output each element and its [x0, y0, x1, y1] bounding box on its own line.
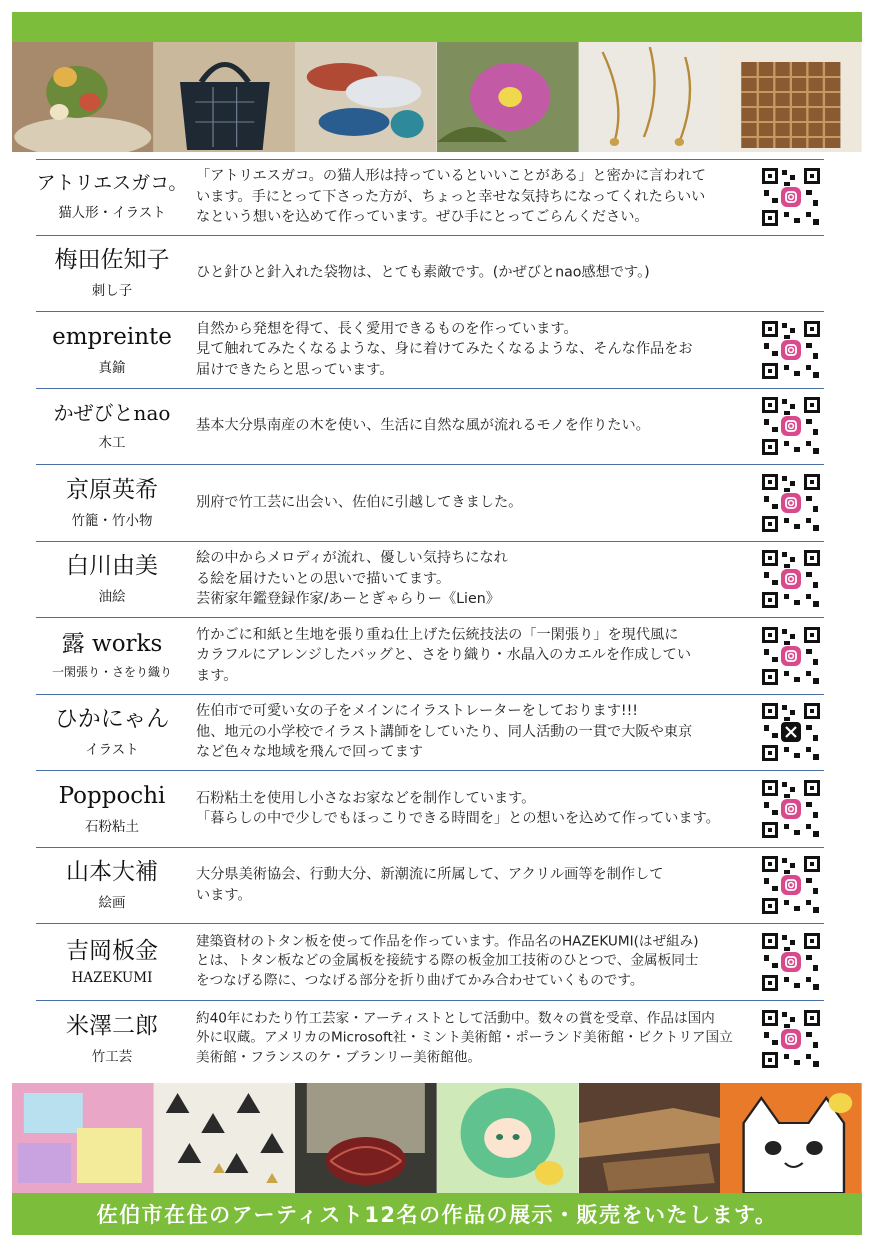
artist-description: 竹かごに和紙と生地を張り重ね仕上げた伝統技法の「一閑張り」を現代風に カラフルにアレンジしたバッグと、さをり織り・水晶入のカエルを作成してい ます。 [196, 626, 692, 685]
artist-genre: 竹籠・竹小物 [71, 512, 153, 529]
photo-sashiko-bag [154, 42, 296, 152]
artist-name: empreinte [52, 323, 172, 350]
artist-genre: 木工 [98, 434, 126, 451]
photo-triangle-pattern-bag [154, 1083, 296, 1193]
artist-name: 吉岡板金 [66, 937, 158, 964]
artist-description: ひと針ひと針入れた袋物は、とても素敵です。(かぜびとnao感想です。) [196, 264, 650, 281]
artist-name: 白川由美 [66, 553, 158, 580]
artist-description: 建築資材のトタン板を使って作品を作っています。作品名のHAZEKUMI(はぜ組み) とは、トタン板などの金属板を接続する際の板金加工技術のひとつで、金属板同士 をつなげる際に、つなげる部分を折り曲げてかみ合わせていくものです。 [196, 933, 699, 989]
artist-genre: HAZEKUMI [71, 969, 153, 986]
artist-list [36, 159, 824, 1077]
artist-name: アトリエスガコ。 [36, 172, 188, 195]
artist-genre: 一閑張り・さをり織り [51, 665, 172, 680]
artist-name: かぜびとnao [53, 400, 171, 425]
artist-name: 山本大補 [66, 859, 158, 886]
photo-oil-painting-flower [437, 42, 579, 152]
artist-name: 露 works [61, 631, 163, 658]
artist-row [36, 159, 824, 236]
artist-row [36, 465, 824, 542]
bottom-photo-strip [12, 1083, 862, 1193]
photo-bamboo-sphere [295, 1083, 437, 1193]
artist-description: 約40年にわたり竹工芸家・アーティストとして活動中。数々の賞を受章、作品は国内 外に収蔵。アメリカのMicrosoft社・ミント美術館・ポーランド美術館・ビクトリア国立 美術館・フランスのケ・ブランリー美術館他。 [196, 1010, 733, 1066]
artist-row [36, 771, 824, 848]
artist-name: ひかにゃん [54, 706, 170, 733]
bottom-green-bar [12, 1193, 862, 1235]
artist-description: 絵の中からメロディが流れ、優しい気持ちになれ る絵を届けたいとの思いで描いてます。 芸術家年鑑登録作家/あーとぎゃらりー《Lien》 [196, 550, 508, 608]
artist-genre: 真鍮 [98, 359, 126, 376]
artist-row [36, 848, 824, 925]
artist-genre: 猫人形・イラスト [58, 205, 166, 222]
top-green-bar [12, 12, 862, 42]
artist-genre: イラスト [85, 742, 139, 759]
artist-name-block [36, 783, 188, 835]
footer-text: 佐伯市在住のアーティスト12名の作品の展示・販売をいたします。 [96, 1203, 778, 1227]
artist-row [36, 542, 824, 619]
artist-row [36, 236, 824, 313]
instagram-qr-code[interactable] [760, 472, 822, 534]
photo-anime-girl-illustration [437, 1083, 579, 1193]
artist-name: 米澤二郎 [66, 1012, 158, 1039]
photo-cat-doll-figurines [12, 42, 154, 152]
artist-name-block [36, 631, 188, 680]
artist-description: 自然から発想を得て、長く愛用できるものを作っています。 見て触れてみたくなるような、身に着けてみたくなるような、そんな作品をお 届けできたらと思っています。 [196, 320, 693, 379]
artist-genre: 油絵 [98, 589, 126, 606]
artist-description: 「アトリエスガコ。の猫人形は持っているといいことがある」と密かに言われて います。手にとって下さった方が、ちょっと幸せな気持ちになってくれたらいい なという想いを込めて作っています。ぜひ手にとってごらんください。 [196, 168, 706, 226]
artist-name-block [36, 938, 188, 986]
artist-genre: 竹工芸 [91, 1048, 133, 1065]
photo-pastel-painting [12, 1083, 154, 1193]
artist-name-block [36, 859, 188, 911]
artist-description: 大分県美術協会、行動大分、新潮流に所属して、アクリル画等を制作して います。 [196, 866, 664, 904]
artist-row [36, 695, 824, 772]
artist-name: 梅田佐知子 [54, 247, 170, 274]
artist-description: 別府で竹工芸に出会い、佐伯に引越してきました。 [196, 494, 523, 511]
artist-description: 佐伯市で可愛い女の子をメインにイラストレーターをしております!!! 他、地元の小学校でイラスト講師をしていたり、同人活動の一貫で大阪や東京 など色々な地域を飛んで回ってます [196, 703, 693, 761]
artist-name-block [36, 402, 188, 451]
artist-name: Poppochi [58, 782, 166, 809]
artist-genre: 石粉粘土 [85, 818, 139, 835]
artist-row [36, 312, 824, 389]
photo-wooden-works [579, 1083, 721, 1193]
artist-description: 石粉粘土を使用し小さなお家などを制作しています。 「暮らしの中で少しでもほっこりできる時間を」との想いを込めて作っています。 [196, 790, 720, 827]
instagram-qr-code[interactable] [760, 854, 822, 916]
instagram-qr-code[interactable] [760, 931, 822, 993]
instagram-qr-code[interactable] [760, 778, 822, 840]
artist-name-block [36, 706, 188, 758]
x-qr-code[interactable] [760, 701, 822, 763]
artist-name-block [36, 477, 188, 529]
artist-name-block [36, 173, 188, 221]
photo-cat-illustration [720, 1083, 862, 1193]
artist-name-block [36, 247, 188, 299]
photo-brass-accessories [579, 42, 721, 152]
photo-bamboo-basket [720, 42, 862, 152]
instagram-qr-code[interactable] [760, 625, 822, 687]
artist-row [36, 924, 824, 1001]
artist-name: 京原英希 [66, 476, 158, 503]
artist-row [36, 1001, 824, 1078]
artist-name-block [36, 553, 188, 605]
instagram-qr-code[interactable] [760, 395, 822, 457]
top-photo-strip [12, 42, 862, 152]
instagram-qr-code[interactable] [760, 166, 822, 228]
artist-name-block [36, 324, 188, 376]
instagram-qr-code[interactable] [760, 548, 822, 610]
artist-description: 基本大分県南産の木を使い、生活に自然な風が流れるモノを作りたい。 [196, 417, 650, 434]
artist-row [36, 618, 824, 695]
artist-genre: 絵画 [98, 895, 126, 912]
photo-frog-figures [295, 42, 437, 152]
artist-row [36, 389, 824, 466]
instagram-qr-code[interactable] [760, 319, 822, 381]
instagram-qr-code[interactable] [760, 1008, 822, 1070]
artist-name-block [36, 1013, 188, 1065]
artist-genre: 刺し子 [91, 283, 133, 300]
